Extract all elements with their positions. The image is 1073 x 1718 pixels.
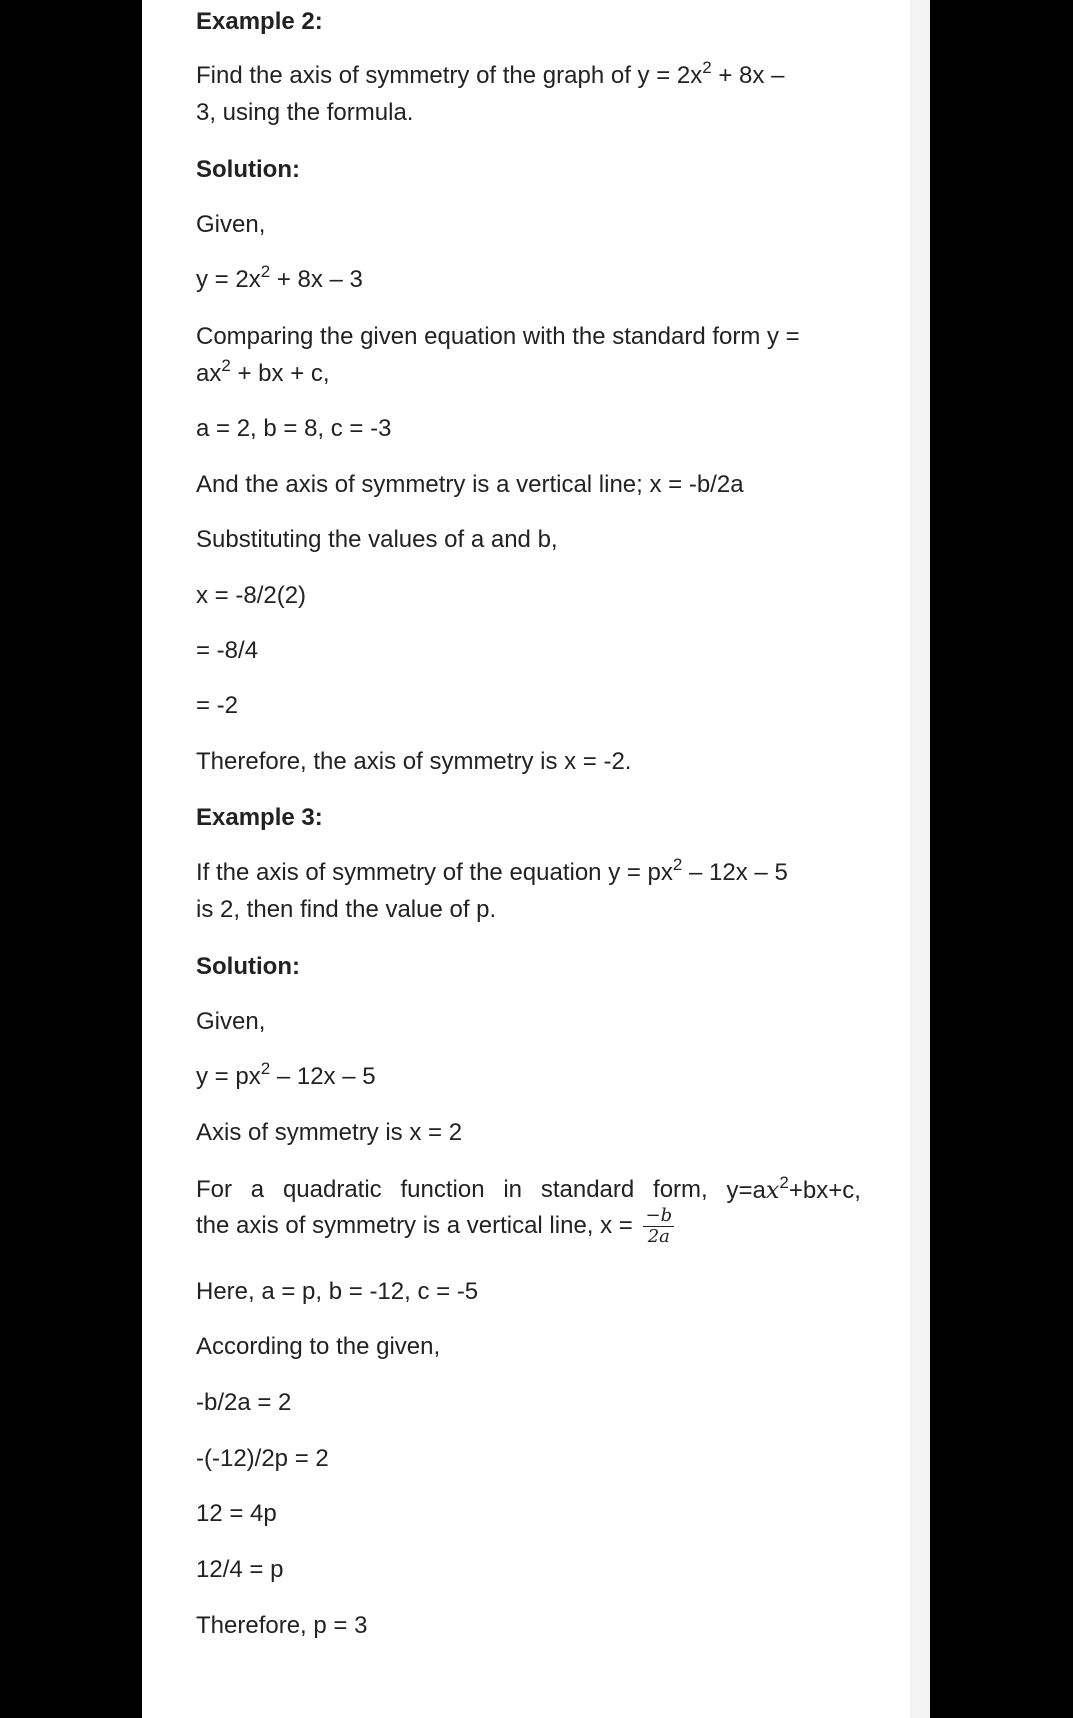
example-3-step: 12 = 4p	[196, 1500, 277, 1527]
example-3-conclusion: Therefore, p = 3	[196, 1612, 368, 1639]
example-2-step: = -8/4	[196, 637, 259, 664]
word: quadratic	[282, 1176, 382, 1203]
example-3-quadratic-line-1	[196, 1172, 861, 1209]
example-2-axis-statement: And the axis of symmetry is a vertical line; x = -b/2a	[196, 471, 744, 498]
page-edge-strip	[910, 0, 930, 1718]
example-3-question-line-2: is 2, then find the value of p.	[196, 896, 497, 923]
quadratic-formula: $y=ax^2+bx+c$,	[726, 1173, 861, 1204]
example-3-equation: $y = px^2 - 12x - 5$	[196, 1059, 376, 1090]
example-2-coefficients: a = 2, b = 8, c = -3	[196, 415, 392, 442]
example-2-equation: $y = 2x^2 + 8x - 3$	[196, 262, 363, 293]
example-2-compare-line-1: Comparing the given equation with the standard form y =	[196, 323, 800, 350]
example-3-step: 12/4 = p	[196, 1556, 284, 1583]
word: a	[250, 1176, 265, 1203]
word: For	[196, 1176, 232, 1203]
example-3-solution-heading: Solution:	[196, 953, 300, 980]
example-2-solution-heading: Solution:	[196, 156, 300, 183]
example-2-question-line-1: Find the axis of symmetry of the graph of $y = 2x^2 + 8x$ –	[196, 58, 785, 89]
example-3-given: Given,	[196, 1008, 266, 1035]
example-3-vertical-line: the axis of symmetry is a vertical line, x = $\frac{-b}{2a}$	[196, 1205, 673, 1247]
word: form,	[653, 1176, 708, 1203]
example-3-question-line-1: If the axis of symmetry of the equation $y = px^2 - 12x - 5$	[196, 855, 788, 886]
example-2-compare-line-2: $ax^2$ + bx + c,	[196, 356, 330, 387]
document-page	[142, 0, 910, 1718]
example-3-axis-given: Axis of symmetry is x = 2	[196, 1119, 463, 1146]
example-3-according: According to the given,	[196, 1333, 441, 1360]
example-2-conclusion: Therefore, the axis of symmetry is x = -2.	[196, 748, 632, 775]
word: standard	[540, 1176, 635, 1203]
example-3-here-values: Here, a = p, b = -12, c = -5	[196, 1278, 479, 1305]
example-2-question-line-2: 3, using the formula.	[196, 99, 414, 126]
word: in	[503, 1176, 523, 1203]
example-2-given: Given,	[196, 211, 266, 238]
example-2-heading: Example 2:	[196, 8, 323, 35]
example-2-step: = -2	[196, 692, 239, 719]
example-2-substituting: Substituting the values of a and b,	[196, 526, 558, 553]
example-3-heading: Example 3:	[196, 804, 323, 831]
word: function	[400, 1176, 485, 1203]
example-3-step: -b/2a = 2	[196, 1389, 292, 1416]
example-2-step: x = -8/2(2)	[196, 582, 307, 609]
example-3-step: -(-12)/2p = 2	[196, 1445, 329, 1472]
fraction-neg-b-over-2a: $\frac{-b}{2a}$	[645, 1205, 673, 1247]
